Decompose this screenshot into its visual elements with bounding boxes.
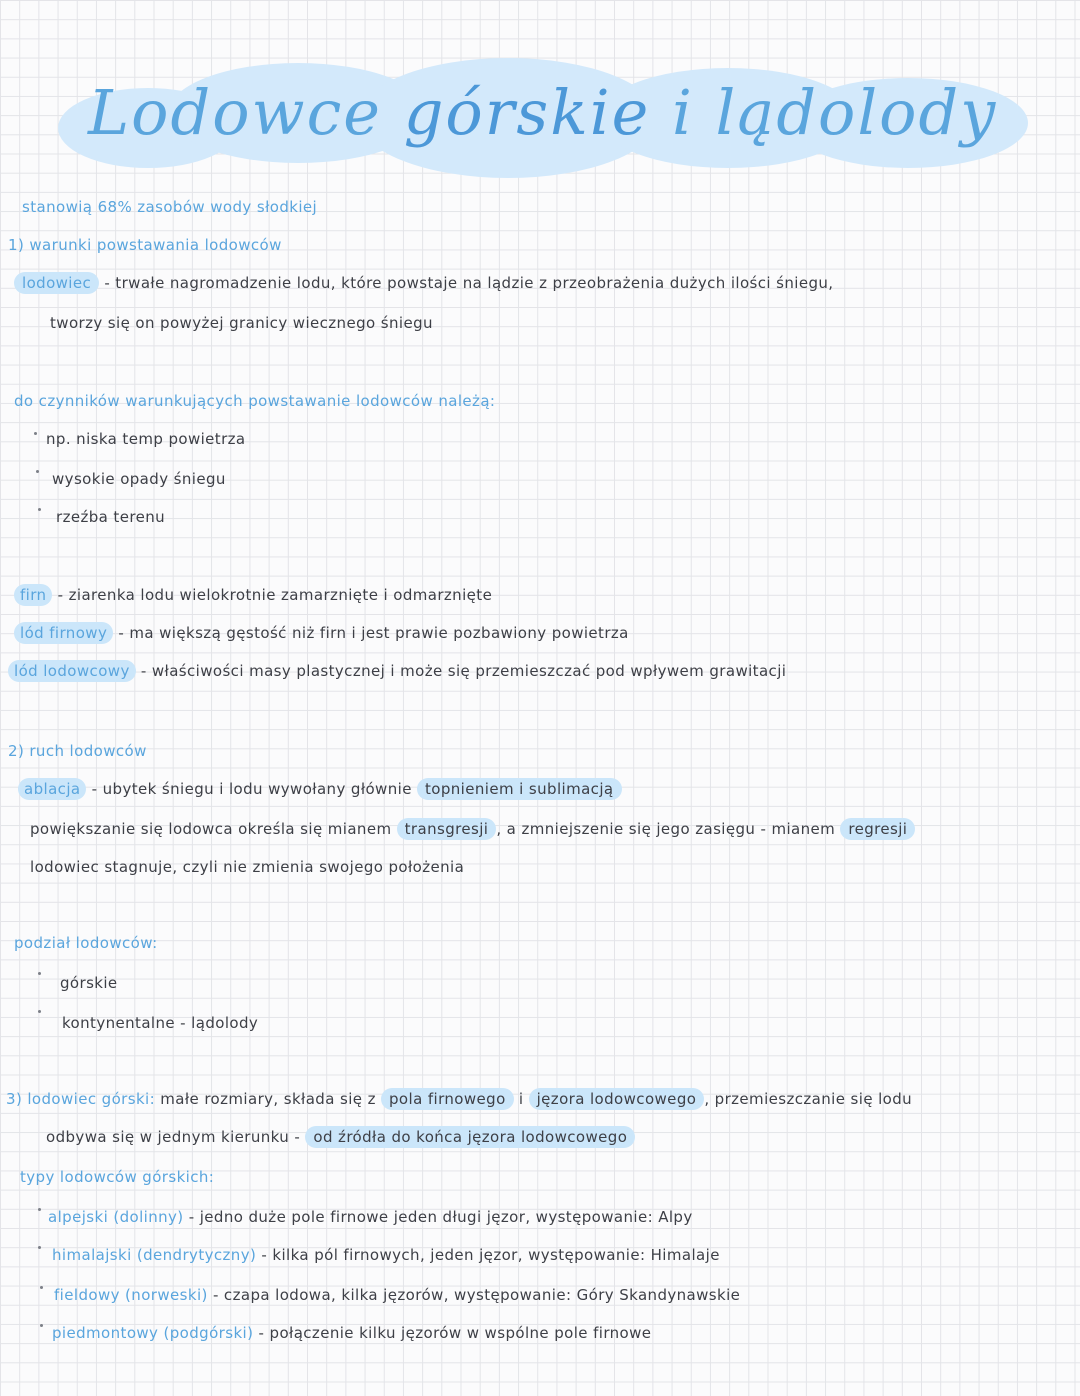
- bullet-icon: [40, 1324, 43, 1327]
- list-item: [54, 1286, 740, 1304]
- bullet-icon: [34, 432, 37, 435]
- section-heading: 2) ruch lodowców: [8, 742, 147, 760]
- phrase-highlight: regresji: [840, 818, 915, 840]
- definition-text: - ziarenka lodu wielokrotnie zamarznięte i odmarznięte: [57, 586, 493, 604]
- type-name: alpejski (dolinny): [48, 1208, 184, 1226]
- list-item: [52, 1324, 651, 1342]
- division-heading: podział lodowców:: [14, 934, 158, 952]
- term-highlight: lód lodowcowy: [8, 660, 136, 682]
- stagnation-line: lodowiec stagnuje, czyli nie zmienia swojego położenia: [30, 858, 465, 876]
- body-text: małe rozmiary, składa się z: [160, 1090, 376, 1108]
- type-name: fieldowy (norweski): [54, 1286, 208, 1304]
- page-title: Lodowce górskie i lądolody: [88, 76, 998, 149]
- type-description: - połączenie kilku jęzorów w wspólne pole firnowe: [258, 1324, 652, 1342]
- definition-ablacja: [18, 780, 622, 798]
- types-heading: typy lodowców górskich:: [20, 1168, 215, 1186]
- definition-firn: [14, 586, 492, 604]
- section-heading: 3) lodowiec górski:: [6, 1090, 156, 1108]
- list-item: [48, 1208, 693, 1226]
- list-item: kontynentalne - lądolody: [62, 1014, 259, 1032]
- list-item: wysokie opady śniegu: [52, 470, 226, 488]
- type-description: - kilka pól firnowych, jeden jęzor, występowanie: Himalaje: [261, 1246, 720, 1264]
- list-item: [52, 1246, 720, 1264]
- body-text: powiększanie się lodowca określa się mianem: [30, 820, 392, 838]
- definition-text: - ubytek śniegu i lodu wywołany głównie: [91, 780, 412, 798]
- intro-text: stanowią 68% zasobów wody słodkiej: [22, 198, 318, 216]
- body-text: , przemieszczanie się lodu: [704, 1090, 913, 1108]
- type-description: - jedno duże pole firnowe jeden długi jęzor, występowanie: Alpy: [188, 1208, 693, 1226]
- type-description: - czapa lodowa, kilka jęzorów, występowanie: Góry Skandynawskie: [212, 1286, 741, 1304]
- factors-intro: do czynników warunkujących powstawanie lodowców należą:: [14, 392, 496, 410]
- list-item: rzeźba terenu: [56, 508, 166, 526]
- definition-lod-lodowcowy: [8, 662, 786, 680]
- title-banner: [58, 58, 1028, 178]
- term-highlight: lód firnowy: [14, 622, 113, 644]
- phrase-highlight: od źródła do końca jęzora lodowcowego: [305, 1126, 635, 1148]
- type-name: piedmontowy (podgórski): [52, 1324, 254, 1342]
- term-highlight: ablacja: [18, 778, 86, 800]
- list-item: np. niska temp powietrza: [46, 430, 246, 448]
- term-highlight: firn: [14, 584, 52, 606]
- lodowiec-gorski-line: [6, 1090, 912, 1108]
- body-text: i: [518, 1090, 524, 1108]
- bullet-icon: [38, 1010, 41, 1013]
- phrase-highlight: pola firnowego: [381, 1088, 514, 1110]
- term-highlight: lodowiec: [14, 272, 99, 294]
- definition-text: - ma większą gęstość niż firn i jest prawie pozbawiony powietrza: [118, 624, 629, 642]
- transgression-line: [30, 820, 915, 838]
- definition-text: - trwałe nagromadzenie lodu, które powstaje na lądzie z przeobrażenia dużych ilości śniegu,: [104, 274, 834, 292]
- definition-continuation: tworzy się on powyżej granicy wiecznego śniegu: [50, 314, 433, 332]
- bullet-icon: [38, 1246, 41, 1249]
- phrase-highlight: transgresji: [397, 818, 497, 840]
- definition-lodowiec: [14, 274, 833, 292]
- body-text: , a zmniejszenie się jego zasięgu - mianem: [496, 820, 836, 838]
- list-item: górskie: [60, 974, 118, 992]
- definition-lod-firnowy: [14, 624, 629, 642]
- bullet-icon: [36, 470, 39, 473]
- bullet-icon: [38, 972, 41, 975]
- section-heading: 1) warunki powstawania lodowców: [8, 236, 282, 254]
- body-text: odbywa się w jednym kierunku -: [46, 1128, 301, 1146]
- bullet-icon: [38, 1208, 41, 1211]
- phrase-highlight: jęzora lodowcowego: [529, 1088, 705, 1110]
- bullet-icon: [38, 508, 41, 511]
- bullet-icon: [40, 1286, 43, 1289]
- phrase-highlight: topnieniem i sublimacją: [417, 778, 622, 800]
- definition-text: - właściwości masy plastycznej i może się przemieszczać pod wpływem grawitacji: [140, 662, 787, 680]
- direction-line: [46, 1128, 635, 1146]
- type-name: himalajski (dendrytyczny): [52, 1246, 257, 1264]
